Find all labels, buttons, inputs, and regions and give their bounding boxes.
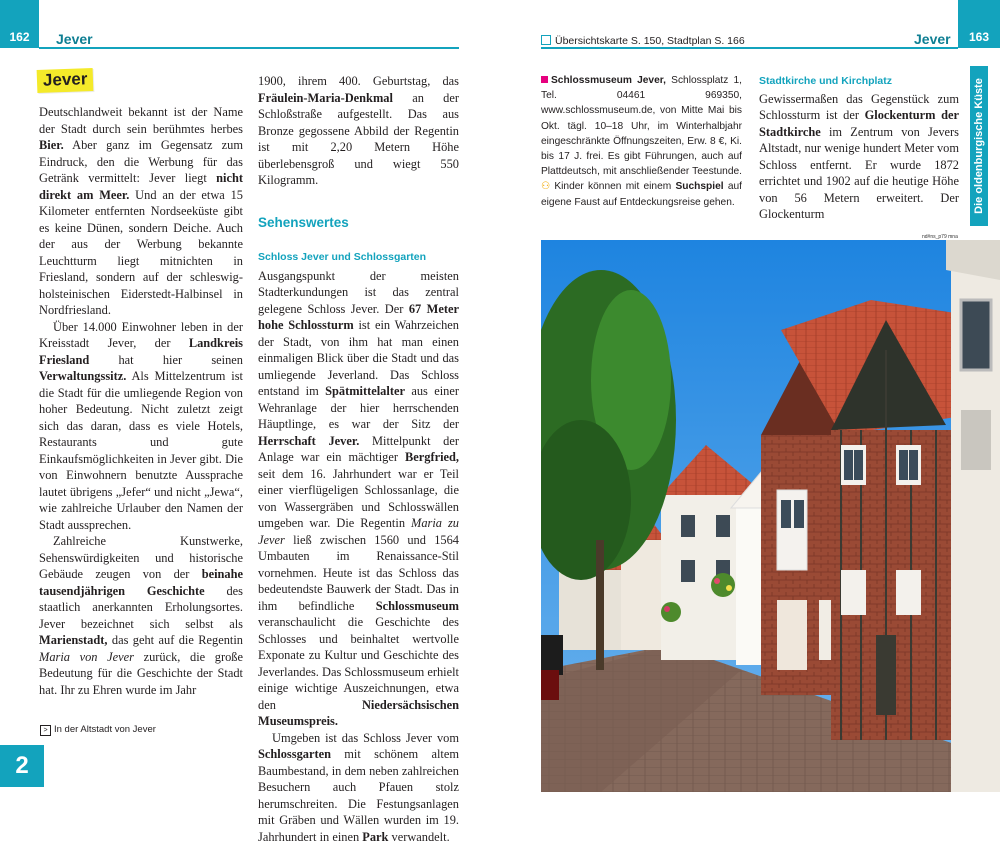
bold-run: Landkreis Friesland [39,336,243,367]
bold-run: Verwaltungssitz. [39,369,126,383]
text-run: Und an der etwa 15 Kilometer entfernten Nordseeküste gibt es keine Dünen, sondern Deiche. Auch der aus der Werbung bekannte Leuchtturm liegt mitnichten in Friesland, sondern auf der schleswig-holsteinischen Eiderstedt-Halbinsel in Nordfriesland. [39,188,243,318]
right-header-reference [541,35,745,47]
text-run: das geht auf die Regentin [107,633,243,647]
text-run: Kinder können mit einem [550,181,675,192]
bold-run: Glockenturm der Stadtkirche [759,108,959,139]
jever-tag: Jever [37,68,94,93]
child-icon: ⚇ [541,181,550,192]
text-run: veranschaulicht die Geschichte des Schlosses und beinhaltet wertvolle Exponate zu Kultur und Geschichte des Jeverlandes. Das Schlossmuseum erhielt einige wichtige Auszeichnungen, etwa den [258,615,459,712]
text-run: Zahlreiche Kunstwerke, Sehenswürdigkeiten und historische Gebäude zeugen von der [39,534,243,581]
bold-run: Schlossgarten [258,747,331,761]
street-photo-illustration [541,240,1000,792]
text-run: seit dem 16. Jahrhundert war er Teil einer vierflügeligen Schlossanlage, die von Wassergräben und Schlosswällen umgeben war. Die Regentin [258,467,459,531]
chapter-number: 2 [15,752,28,780]
right-column-text [759,91,959,223]
museum-info-text [541,75,742,208]
text-run: aus einer Wehranlage der hier herrschenden Häuptlinge, es war der Sitz der [258,384,459,431]
right-header-title: Jever [914,31,951,47]
paragraph [39,533,243,698]
map-reference-icon [541,35,551,45]
bold-run: Herrschaft Jever. [258,434,359,448]
bold-run: Marienstadt, [39,633,107,647]
right-header-rule [541,47,958,49]
page-ref-icon: > [40,725,51,736]
text-run: hat hier seinen [89,353,243,367]
museum-info-box [541,73,742,210]
left-column-2-text [258,268,459,845]
bold-run: Spätmittelalter [325,384,405,398]
text-run: 1900, ihrem 400. Geburtstag, das [258,74,459,88]
text-run: Schlossplatz 1, Tel. 04461 969350, www.schlossmuseum.de, von Mitte Mai bis Okt. tägl. 10–18 Uhr, im Winterhalbjahr eingeschränkte Öffnungszeiten, Erw. 8 €, Ki. bis 17 J. frei. Es gibt Führungen, auch auf Plattdeutsch, mit anschließender Teestunde. [541,75,742,177]
text-run: auf eigene Faust auf Entdeckungsreise gehen. [541,181,742,207]
subsection-heading-schloss: Schloss Jever und Schlossgarten [258,249,459,266]
left-header-title: Jever [56,31,93,47]
paragraph [258,730,459,845]
bold-run: Schlossmuseum [376,599,459,613]
bold-run: Schlossmuseum Jever, [551,75,666,86]
text-run: des staatlich anerkannten Erholungsortes. Jever bezeichnet sich selbst als [39,584,243,631]
left-column-2 [258,73,459,845]
text-run: an der Schloßstraße aufgestellt. Das aus Bronze gegossene Abbild der Regentin ist mit 2,20 Metern Höhe überlebensgroß und wiegt 550 Kilogramm. [258,91,459,188]
bold-run: 67 Meter hohe Schlossturm [258,302,459,333]
subsection-heading-stadtkirche: Stadtkirche und Kirchplatz [759,73,959,90]
left-page-number-text: 162 [9,30,29,44]
left-column-1 [39,104,243,698]
italic-run: Maria von Jever [39,650,134,664]
text-run: mit schönem altem Baumbestand, in dem neben zahlreichen Besuchern auch Pfauen stolz herumschreiten. Die Festungsanlagen mit Gräben und Wällen wurden im 19. Jahrhundert in einen [258,747,459,844]
bold-run: Niedersächsischen Museumspreis. [258,698,459,729]
left-header-rule [39,47,459,49]
bold-run: beinahe tausendjährigen Geschichte [39,567,243,598]
text-run: Deutschlandweit bekannt ist der Name der Stadt durch sein berühmtes herbes [39,105,243,136]
text-run: Mittelpunkt der Anlage war ein mächtiger [258,434,459,465]
info-bullet-icon [541,76,548,83]
text-run: im Zentrum von Jevers Altstadt, nur wenige hundert Meter vom Schloss entfernt. Er wurde 1872 errichtet und 1902 auf die heutige Höhe von 56 Metern erweitert. Der Glockenturm [759,125,959,222]
text-run: verwandelt. [388,830,449,844]
bold-run: Bier. [39,138,64,152]
chapter-number-tab [0,745,44,787]
text-run: ist ein Wahrzeichen der Stadt, von ihm hat man einen einmaligen Blick über die Stadt und das umliegende Jeverland. Das Schloss entstand im [258,318,459,398]
text-run: Als Mittelzentrum ist die Stadt für die umliegende Region von hoher Bedeutung. Nicht zuletzt zeigt sich das daran, dass es viele Hotels, Restaurants und gute Einkaufsmöglichkeiten in Jever gibt. Die von Einwohnern benutzte Aussprache lautet übrigens „Jefer“ und nicht „Jewa“, wie zahlreiche Urlauber den Namen der Stadt aussprechen. [39,369,243,532]
text-run: Ausgangspunkt der meisten Stadterkundungen ist das zentral gelegene Schloss Jever. Der [258,269,459,316]
jever-tag-wrap [37,69,93,92]
section-heading-sehenswertes: Sehenswertes [258,215,459,232]
chapter-side-tab-text: Die oldenburgische Küste [973,78,985,214]
photo-caption-text: In der Altstadt von Jever [54,724,156,735]
text-run: ließ zwischen 1560 und 1564 Umbauten im Renaissance-Stil vornehmen. Heute ist das Schloss das bedeutendste Bauwerk der Stadt. Das in ihm befindliche [258,533,459,613]
text-run: Aber ganz im Gegensatz zum Eindruck, den die Werbung für das Getränk vermittelt: Jever liegt [39,138,243,185]
right-page-number [958,0,1000,48]
right-page-number-text: 163 [969,30,989,44]
paragraph [39,104,243,319]
left-column-1-text [39,104,243,698]
bold-run: Fräulein-Maria-Denkmal [258,91,393,105]
left-page-number [0,0,39,48]
col2-intro-paragraph [258,73,459,189]
bold-run: Park [362,830,388,844]
text-run: zurück, die große Bedeutung für die Geschichte der Stadt hat. Ihr zu Ehren wurde im Jahr [39,650,243,697]
chapter-side-tab [970,66,988,226]
paragraph [39,319,243,534]
photo-caption [40,724,156,736]
text-run: Gewissermaßen das Gegenstück zum Schlossturm ist der [759,92,959,123]
text-run: Über 14.000 Einwohner leben in der Kreisstadt Jever, der [39,320,243,351]
street-photo [541,240,1000,792]
paragraph [258,268,459,730]
bold-run: Bergfried, [405,450,459,464]
bold-run: nicht direkt am Meer. [39,171,243,202]
photo-credit: nd#ns_p79 mna [922,234,958,240]
right-header-reference-text: Übersichtskarte S. 150, Stadtplan S. 166 [555,35,745,47]
text-run: Umgeben ist das Schloss Jever vom [272,731,459,745]
bold-run: Suchspiel [675,181,723,192]
right-column [759,73,959,223]
italic-run: Maria zu Jever [258,516,459,547]
